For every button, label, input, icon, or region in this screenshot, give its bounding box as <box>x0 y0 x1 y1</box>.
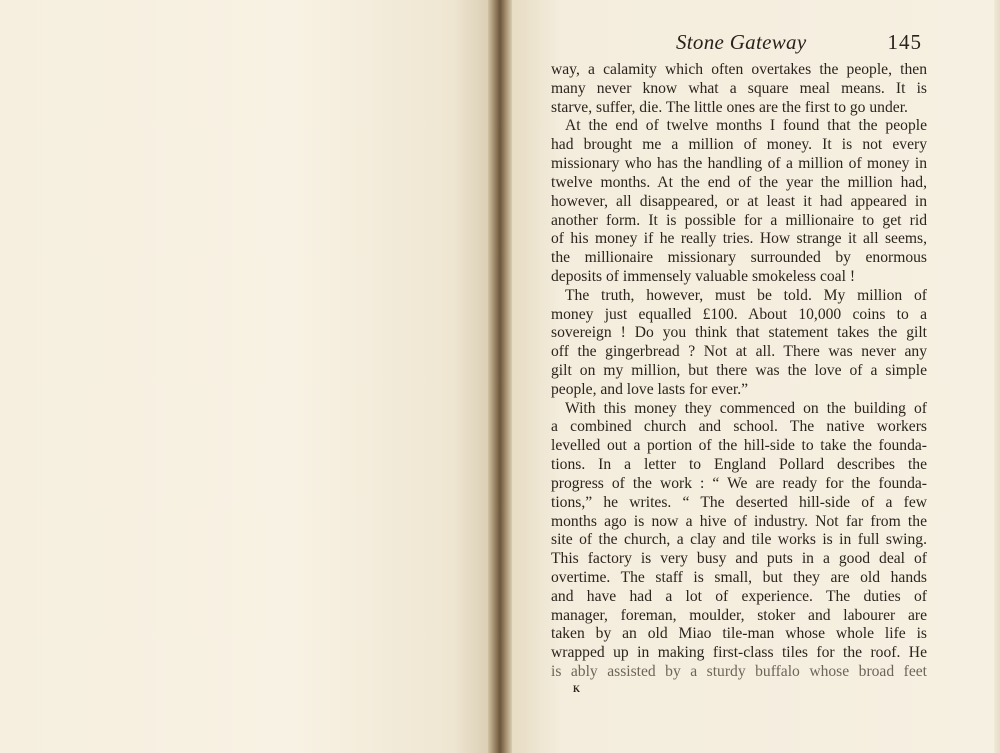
text-line: site of the church, a clay and tile works is in full swing. <box>551 531 927 549</box>
text-line: had brought me a million of money. It is not every <box>551 136 927 154</box>
book-gutter <box>488 0 512 753</box>
text-line: missionary who has the handling of a million of money in <box>551 155 927 173</box>
text-line: At the end of twelve months I found that the people <box>565 117 927 135</box>
page-edge <box>994 0 1000 753</box>
blank-left-page <box>0 0 492 753</box>
text-line: With this money they commenced on the building of <box>565 399 927 417</box>
text-line: levelled out a portion of the hill-side to take the founda- <box>551 437 927 455</box>
text-line: wrapped up in making first-class tiles for the roof. He <box>551 644 927 662</box>
text-line: deposits of immensely valuable smokeless coal ! <box>551 267 856 285</box>
text-line: many never know what a square meal means. It is <box>551 79 927 97</box>
page-number: 145 <box>887 30 922 54</box>
text-line: and have had a lot of experience. The duties of <box>551 587 927 605</box>
text-line: off the gingerbread ? Not at all. There was never any <box>551 343 927 361</box>
page-header <box>548 30 926 54</box>
text-line: This factory is very busy and puts in a good deal of <box>551 550 927 568</box>
text-line: starve, suffer, die. The little ones are the first to go under. <box>551 98 908 116</box>
body-text <box>551 61 927 682</box>
text-line: progress of the work : “ We are ready for the founda- <box>551 474 927 492</box>
text-line: manager, foreman, moulder, stoker and labourer are <box>551 606 927 624</box>
text-line: gilt on my million, but there was the love of a simple <box>551 362 927 379</box>
text-line: however, all disappeared, or at least it had appeared in <box>551 192 927 210</box>
text-line: The truth, however, must be told. My million of <box>565 286 927 304</box>
text-line: tions. In a letter to England Pollard describes the <box>551 456 927 474</box>
text-line: another form. It is possible for a millionaire to get rid <box>551 211 927 229</box>
text-line: overtime. The staff is small, but they are old hands <box>551 568 927 586</box>
text-line: money just equalled £100. About 10,000 coins to a <box>551 305 927 323</box>
text-line: of his money if he really tries. How strange it all seems, <box>551 230 927 248</box>
text-line: is ably assisted by a sturdy buffalo whose broad feet <box>551 663 927 680</box>
text-line: twelve months. At the end of the year the million had, <box>551 173 927 191</box>
text-line: months ago is now a hive of industry. Not far from the <box>551 512 927 530</box>
text-line: the millionaire missionary surrounded by enormous <box>551 249 927 267</box>
text-line: people, and love lasts for ever.” <box>551 380 749 398</box>
text-line: a combined church and school. The native workers <box>551 418 927 436</box>
text-line: way, a calamity which often overtakes the people, then <box>551 61 927 78</box>
text-line: tions,” he writes. “ The deserted hill-side of a few <box>551 493 927 511</box>
running-title: Stone Gateway <box>676 30 807 54</box>
text-line: taken by an old Miao tile-man whose whole life is <box>551 625 927 643</box>
text-line: sovereign ! Do you think that statement takes the gilt <box>551 324 927 342</box>
signature-mark: K <box>573 684 581 694</box>
